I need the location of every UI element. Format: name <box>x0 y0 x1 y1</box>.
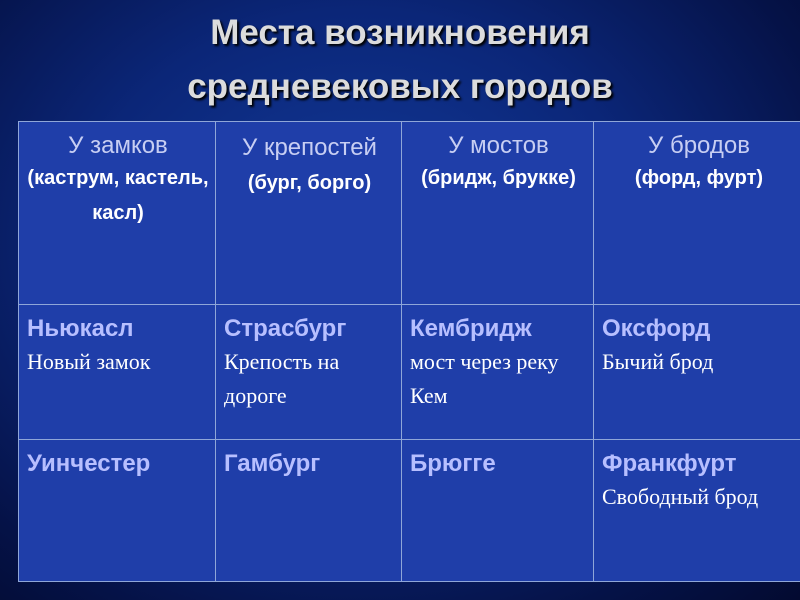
table-cell <box>594 440 800 582</box>
table-cell <box>216 305 402 440</box>
header-label: У мостов <box>448 132 549 159</box>
table-row <box>19 305 800 440</box>
table-row <box>19 440 800 582</box>
city-meaning: мост через реку Кем <box>410 349 559 408</box>
header-label: У бродов <box>648 132 750 159</box>
header-subtitle: (форд, фурт) <box>634 167 764 189</box>
header-label: У крепостей <box>242 134 377 161</box>
cities-table <box>18 121 800 582</box>
city-meaning: Бычий брод <box>602 349 714 374</box>
header-cell-castles <box>19 122 216 305</box>
table-cell <box>19 305 216 440</box>
city-name: Брюгге <box>410 450 496 477</box>
header-cell-fortresses <box>216 122 402 305</box>
header-subtitle: (каструм, кастель, касл) <box>27 167 209 224</box>
table-cell <box>594 305 800 440</box>
city-meaning: Свободный брод <box>602 484 759 509</box>
city-name: Ньюкасл <box>27 315 134 342</box>
header-label: У замков <box>68 132 168 159</box>
city-name: Страсбург <box>224 315 347 342</box>
city-meaning: Крепость на дороге <box>224 349 340 408</box>
header-row <box>19 122 800 305</box>
city-name: Уинчестер <box>27 450 151 477</box>
header-cell-fords <box>594 122 800 305</box>
table-cell <box>402 305 594 440</box>
header-subtitle: (бург, борго) <box>247 172 372 194</box>
city-name: Гамбург <box>224 450 321 477</box>
title-line-2: средневековых городов <box>187 67 613 106</box>
header-cell-bridges <box>402 122 594 305</box>
city-name: Кембридж <box>410 315 532 342</box>
page-title <box>0 6 800 114</box>
city-name: Оксфорд <box>602 315 711 342</box>
title-line-1: Места возникновения <box>210 13 590 52</box>
table-cell <box>216 440 402 582</box>
city-meaning: Новый замок <box>27 349 151 374</box>
header-subtitle: (бридж, брукке) <box>421 167 576 189</box>
table-cell <box>19 440 216 582</box>
table-cell <box>402 440 594 582</box>
city-name: Франкфурт <box>602 450 737 477</box>
